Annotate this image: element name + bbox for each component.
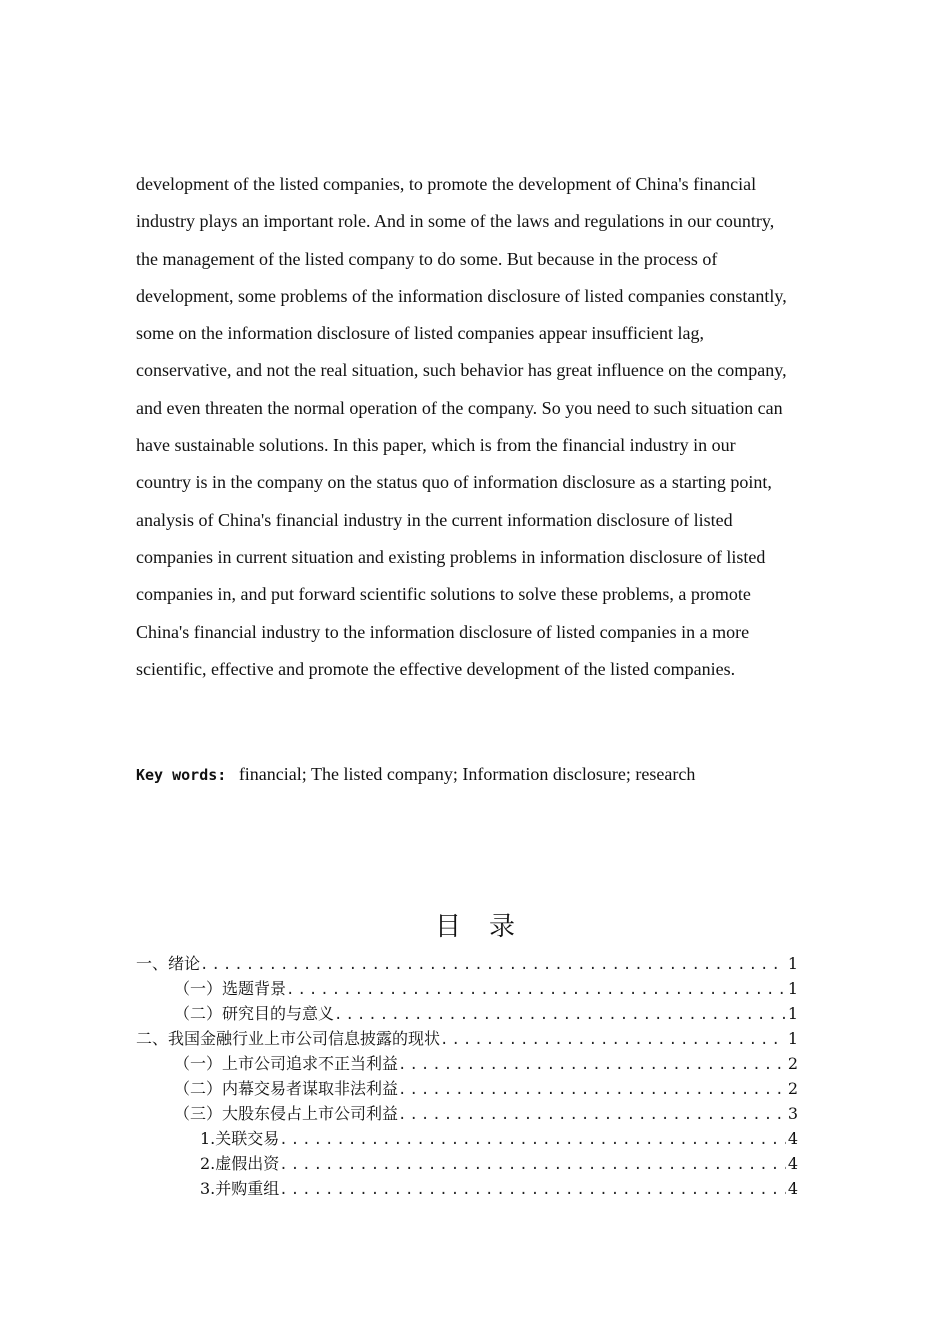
toc-leader-dots [279,1157,786,1173]
abstract-line: analysis of China's financial industry in the current information disclosure of listed [136,509,733,530]
toc-leader-dots [398,1082,786,1098]
toc-entry-page: 3 [787,1104,798,1123]
toc-entry[interactable] [136,1101,798,1126]
toc-leader-dots [440,1032,786,1048]
toc-title: 目录 [434,912,543,942]
toc-entry[interactable] [136,1051,798,1076]
abstract-line: industry plays an important role. And in some of the laws and regulations in our country, [136,211,775,232]
toc-entry[interactable] [136,951,798,976]
abstract-line: some on the information disclosure of listed companies appear insufficient lag, [136,323,705,344]
toc-entry-page: 1 [787,979,798,998]
abstract-line: companies in, and put forward scientific solutions to solve these problems, a promote [136,584,751,605]
toc-entry-label: 一、绪论 [136,954,201,973]
toc-entry[interactable] [136,1076,798,1101]
toc-entry[interactable] [136,1026,798,1051]
keywords-line [136,760,695,789]
toc-entry-label: （一）选题背景 [174,979,287,998]
toc-leader-dots [286,982,786,998]
toc-entry-page: 4 [787,1129,798,1148]
toc-entry[interactable] [136,1001,798,1026]
toc-entry-label: （一）上市公司追求不正当利益 [174,1054,399,1073]
table-of-contents [136,951,798,1201]
toc-entry-label: 二、我国金融行业上市公司信息披露的现状 [136,1029,441,1048]
abstract-line: have sustainable solutions. In this paper, which is from the financial industry in our [136,435,736,456]
toc-leader-dots [398,1057,786,1073]
toc-entry-label: （二）研究目的与意义 [174,1004,335,1023]
toc-entry-page: 1 [787,1029,798,1048]
toc-entry-page: 4 [787,1179,798,1198]
abstract-paragraph [136,166,836,688]
toc-entry[interactable] [136,1126,798,1151]
toc-leader-dots [200,957,786,973]
keywords-label: Key words: [136,766,227,784]
abstract-line: the management of the listed company to do some. But because in the process of [136,248,718,269]
abstract-line: development of the listed companies, to promote the development of China's financial [136,174,757,194]
toc-entry-page: 2 [787,1054,798,1073]
toc-entry[interactable] [136,1151,798,1176]
abstract-line: country is in the company on the status quo of information disclosure as a starting point, [136,472,772,493]
toc-leader-dots [398,1107,786,1123]
toc-leader-dots [279,1132,786,1148]
toc-entry-page: 2 [787,1079,798,1098]
abstract-line: companies in current situation and existing problems in information disclosure of listed [136,546,766,567]
abstract-line: development, some problems of the information disclosure of listed companies constantly, [136,285,787,306]
toc-leader-dots [334,1007,786,1023]
abstract-line: China's financial industry to the information disclosure of listed companies in a more [136,621,750,642]
toc-leader-dots [279,1182,786,1198]
toc-entry-label: 3.并购重组 [200,1179,280,1198]
toc-entry-page: 1 [787,954,798,973]
toc-entry-label: （二）内幕交易者谋取非法利益 [174,1079,399,1098]
toc-entry-page: 1 [787,1004,798,1023]
toc-entry[interactable] [136,1176,798,1201]
toc-entry-page: 4 [787,1154,798,1173]
toc-entry-label: 1.关联交易 [200,1129,280,1148]
toc-entry-label: （三）大股东侵占上市公司利益 [174,1104,399,1123]
toc-entry-label: 2.虚假出资 [200,1154,280,1173]
abstract-line: conservative, and not the real situation, such behavior has great influence on the company, [136,360,787,381]
abstract-line: and even threaten the normal operation of the company. So you need to such situation can [136,397,783,418]
keywords-text: financial; The listed company; Information disclosure; research [238,764,696,784]
toc-entry[interactable] [136,976,798,1001]
abstract-line: scientific, effective and promote the effective development of the listed companies. [136,658,736,679]
